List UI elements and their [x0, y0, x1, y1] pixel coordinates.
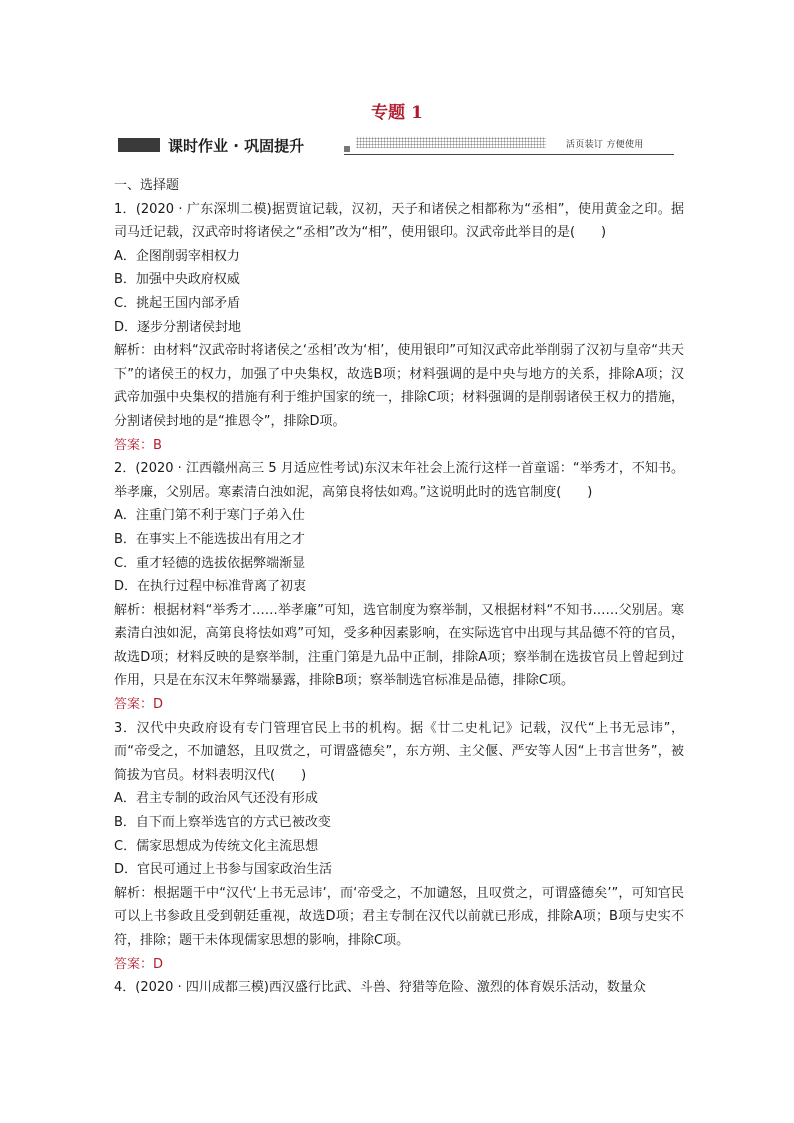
option-d: D．逐步分割诸侯封地 [114, 319, 242, 335]
banner-block-icon [118, 138, 160, 152]
document-body [114, 174, 684, 1000]
option-b: B．加强中央政府权威 [114, 272, 240, 288]
option-a: A．企图削弱宰相权力 [114, 248, 240, 264]
option-a: A．君主专制的政治风气还没有形成 [114, 791, 318, 807]
question-answer: 答案：D [114, 956, 164, 972]
question-stem: 4．(2020 · 四川成都三模)西汉盛行比武、斗兽、狩猎等危险、激烈的体育娱乐活动，数量众 [114, 980, 646, 996]
banner-dotted-pattern [356, 137, 546, 148]
question-analysis: 解析：由材料“汉武帝时将诸侯之‘丞相’改为‘相’，使用银印”可知汉武帝此举削弱了汉初与皇帝“共天下”的诸侯王的权力，加强了中央集权，故选B项；材料强调的是中央与地方的关系，排除A项；汉武帝加强中央集权的措施有利于维护国家的统一，排除C项；材料强调的是削弱诸侯王权力的措施，分割诸侯封地的是“推恩令”，排除D项。 [114, 343, 684, 429]
option-c: C．挑起王国内部矛盾 [114, 295, 241, 311]
question-analysis: 解析：根据题干中“汉代‘上书无忌讳’，而‘帝受之，不加谴怒，且叹赏之，可谓盛德矣’”，可知官民可以上书参政且受到朝廷重视，故选D项；君主专制在汉代以前就已形成，排除A项；B项与史实不符，排除；题干未体现儒家思想的影响，排除C项。 [114, 885, 684, 948]
banner-square-icon [344, 146, 350, 152]
banner-title: 课时作业 · 巩固提升 [168, 137, 305, 155]
option-c: C．重才轻德的选拔依据弊端渐显 [114, 555, 306, 571]
option-a: A．注重门第不利于寒门子弟入仕 [114, 508, 305, 524]
question-1 [114, 198, 684, 458]
option-d: D．官民可通过上书参与国家政治生活 [114, 862, 333, 878]
option-d: D．在执行过程中标准背离了初衷 [114, 579, 307, 595]
question-2 [114, 457, 684, 717]
page-title: 专题 1 [371, 103, 423, 123]
section-banner [118, 134, 674, 160]
question-4 [114, 976, 684, 1000]
option-b: B．自下而上察举选官的方式已被改变 [114, 815, 331, 831]
question-stem: 3．汉代中央政府设有专门管理官民上书的机构。据《廿二史札记》记载，汉代“上书无忌讳”，而“帝受之，不加谴怒，且叹赏之，可谓盛德矣”，东方朔、主父偃、严安等人因“上书言世务”，被简拔为官员。材料表明汉代( ) [114, 720, 684, 783]
question-3 [114, 717, 684, 977]
question-answer: 答案：D [114, 697, 164, 713]
question-answer: 答案：B [114, 437, 162, 453]
banner-rule [344, 154, 674, 155]
option-b: B．在事实上不能选拔出有用之才 [114, 531, 305, 547]
question-analysis: 解析：根据材料“举秀才……举孝廉”可知，选官制度为察举制，又根据材料“不知书……父别居。寒素清白浊如泥，高第良将怯如鸡”可知，受多种因素影响，在实际选官中出现与其品德不符的官员，故选D项；材料反映的是察举制，注重门第是九品中正制，排除A项；察举制在选拔官员上曾起到过作用，只是在东汉末年弊端暴露，排除B项；察举制选官标准是品德，排除C项。 [114, 602, 684, 689]
option-c: C．儒家思想成为传统文化主流思想 [114, 838, 319, 854]
banner-hint: 活页装订 方便使用 [566, 140, 644, 150]
section-heading: 一、选择题 [114, 178, 180, 193]
question-stem: 1．(2020 · 广东深圳二模)据贾谊记载，汉初，天子和诸侯之相都称为“丞相”，使用黄金之印。据司马迁记载，汉武帝时将诸侯之“丞相”改为“相”，使用银印。汉武帝此举目的是( ) [114, 201, 684, 241]
question-stem: 2．(2020 · 江西赣州高三 5 月适应性考试)东汉末年社会上流行这样一首童谣：“举秀才，不知书。举孝廉，父别居。寒素清白浊如泥，高第良将怯如鸡。”这说明此时的选官制度( ) [114, 461, 684, 500]
